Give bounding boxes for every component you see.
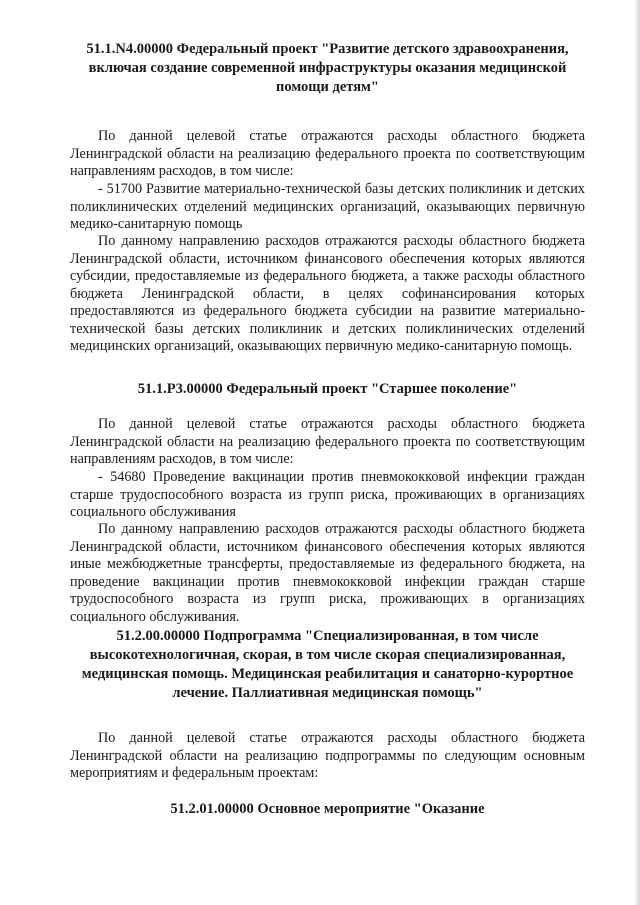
paragraph-n4-item-51700: - 51700 Развитие материально-технической базы детских поликлиник и детских поликлинических отделений медицинских организаций, оказывающих первичную медико-санитарную помощь	[70, 181, 585, 232]
paragraph-n4-details: По данному направлению расходов отражаются расходы областного бюджета Ленинградской области, источником финансового обеспечения которых являются субсидии, предоставляемые из федерального бюджета, а также расходы областного бюджета Ленинградской области, в целях софинансирования которых предоставляются из федерального бюджета субсидии на развитие материально-технической базы детских поликлиник и детских поликлинических отделений медицинских организаций, оказывающих первичную медико-санитарную помощь.	[70, 233, 585, 354]
paragraph-subprogram-intro: По данной целевой статье отражаются расходы областного бюджета Ленинградской области на реализацию подпрограммы по следующим основным мероприятиям и федеральным проектам:	[70, 730, 585, 781]
heading-n4-project: 51.1.N4.00000 Федеральный проект "Развитие детского здравоохранения, включая создание современной инфраструктуры оказания медицинской помощи детям"	[86, 41, 569, 95]
paragraph-p3-intro: По данной целевой статье отражаются расходы областного бюджета Ленинградской области на реализацию федерального проекта по соответствующим направлениям расходов, в том числе:	[70, 416, 585, 467]
paragraph-n4-intro: По данной целевой статье отражаются расходы областного бюджета Ленинградской области на реализацию федерального проекта по соответствующим направлениям расходов, в том числе:	[70, 128, 585, 179]
page-edge-shadow	[634, 0, 640, 905]
heading-51-2-01-activity: 51.2.01.00000 Основное мероприятие "Оказание	[170, 801, 485, 817]
paragraph-p3-details: По данному направлению расходов отражаются расходы областного бюджета Ленинградской области, источником финансового обеспечения которых являются иные межбюджетные трансферты, предоставляемые из федерального бюджета, на проведение вакцинации против пневмококковой инфекции граждан старше трудоспособного возраста из групп риска, проживающих в организациях социального обслуживания.	[70, 521, 585, 625]
heading-subprogram-51-2: 51.2.00.00000 Подпрограмма "Специализированная, в том числе высокотехнологичная, скорая, в том числе скорая специализированная, медицинская помощь. Медицинская реабилитация и санаторно-курортное лечение. Паллиативная медицинская помощь"	[81, 628, 574, 701]
heading-p3-project: 51.1.P3.00000 Федеральный проект "Старшее поколение"	[137, 381, 518, 397]
paragraph-p3-item-54680: - 54680 Проведение вакцинации против пневмококковой инфекции граждан старше трудоспособного возраста из групп риска, проживающих в организациях социального обслуживания	[70, 469, 585, 520]
